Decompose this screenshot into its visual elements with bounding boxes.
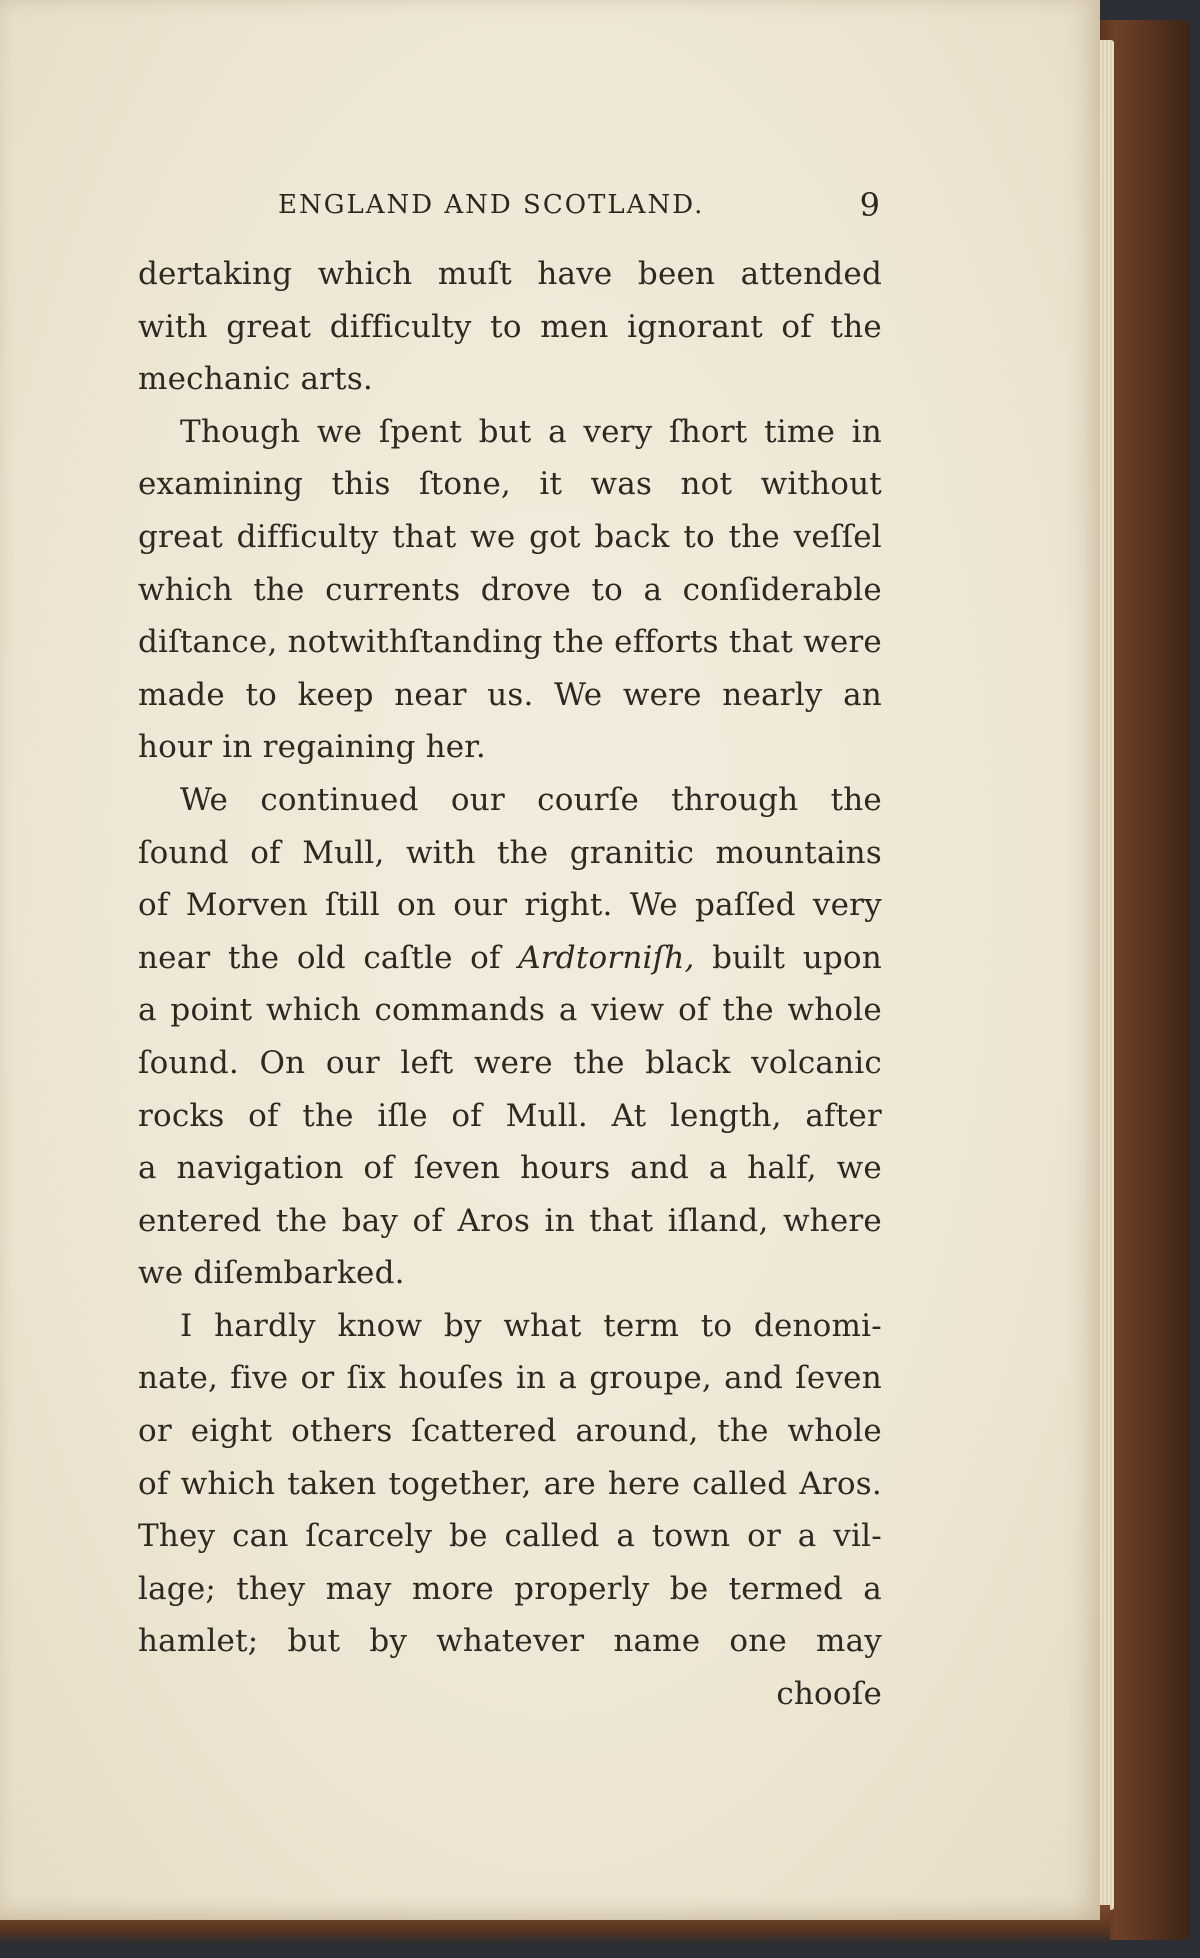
word: near — [138, 939, 211, 976]
word: ſound — [138, 834, 229, 871]
word: and — [630, 1150, 690, 1187]
word: very — [583, 413, 653, 450]
word: here — [607, 1465, 681, 1502]
word: that — [728, 624, 793, 661]
running-title: ENGLAND AND SCOTLAND. — [278, 190, 705, 220]
word: hardly — [214, 1307, 316, 1344]
word: know — [337, 1307, 423, 1344]
word: currents — [325, 571, 461, 608]
word: black — [645, 1044, 731, 1081]
word: We — [180, 781, 229, 818]
word: ſhort — [669, 413, 748, 450]
text-line — [138, 406, 882, 459]
word: diſembarked. — [193, 1255, 405, 1292]
word: after — [805, 1097, 882, 1134]
word: conſiderable — [682, 571, 882, 608]
word: entered — [138, 1202, 262, 1239]
word: arts. — [300, 361, 373, 398]
word: together, — [388, 1465, 532, 1502]
word: continued — [260, 781, 419, 818]
word: which — [266, 992, 361, 1029]
text-line — [138, 1142, 882, 1195]
word: been — [637, 256, 716, 292]
word: Aros. — [799, 1465, 882, 1502]
text-line — [138, 458, 882, 511]
word: regaining — [262, 729, 416, 766]
word: On — [259, 1044, 306, 1081]
word: lage; — [138, 1570, 217, 1607]
word: have — [537, 256, 613, 292]
word: of — [678, 992, 709, 1029]
body-text — [138, 248, 882, 1721]
word: was — [590, 466, 653, 503]
word: vil- — [833, 1518, 882, 1555]
word: in — [515, 1360, 547, 1397]
text-line — [138, 1300, 882, 1353]
word: a — [558, 1360, 578, 1397]
text-line — [138, 564, 882, 617]
word: upon — [802, 939, 882, 976]
word: the — [227, 939, 280, 976]
word: the — [275, 1202, 328, 1239]
word: We — [554, 676, 603, 713]
word: chooſe — [776, 1676, 882, 1713]
word: efforts — [614, 624, 719, 661]
word: a — [643, 571, 663, 608]
word: We — [629, 887, 678, 924]
word: At — [611, 1097, 647, 1134]
word: without — [760, 466, 882, 503]
word: got — [529, 518, 581, 555]
text-line — [138, 827, 882, 880]
word: ſtill — [325, 887, 380, 924]
word: of — [248, 1097, 279, 1134]
word: rocks — [138, 1097, 225, 1134]
word: can — [232, 1518, 289, 1555]
text-line — [138, 1458, 882, 1511]
word: by — [369, 1623, 408, 1660]
word: ſtone, — [418, 466, 511, 503]
word: through — [671, 781, 799, 818]
word: examining — [138, 466, 304, 503]
word: ſeven — [795, 1360, 882, 1397]
text-line — [138, 1510, 882, 1563]
word: drove — [480, 571, 571, 608]
word: we — [138, 1255, 184, 1292]
word: and — [724, 1360, 784, 1397]
catchword — [138, 1668, 882, 1721]
word: ſix — [346, 1360, 387, 1397]
word: the — [830, 781, 882, 818]
word: mechanic — [138, 361, 291, 398]
word: but — [287, 1623, 341, 1660]
word: her. — [425, 729, 486, 766]
text-line — [138, 301, 882, 354]
word: a — [548, 413, 567, 450]
word: back — [594, 518, 670, 555]
word: the — [830, 308, 882, 345]
word: a — [616, 1518, 636, 1555]
word: of — [250, 834, 281, 871]
word: whole — [787, 992, 882, 1029]
word: the — [302, 1097, 354, 1134]
word: where — [782, 1202, 882, 1239]
word: keep — [297, 676, 374, 713]
word: Though — [180, 413, 301, 450]
word: a — [708, 1150, 728, 1187]
word: whole — [787, 1413, 882, 1450]
word: or — [138, 1413, 172, 1450]
word: to — [700, 1307, 733, 1344]
word: this — [331, 466, 391, 503]
word: or — [747, 1518, 781, 1555]
word: of — [363, 1150, 394, 1187]
word: the — [722, 992, 774, 1029]
word: length, — [669, 1097, 782, 1134]
word: half, — [747, 1150, 817, 1187]
word: muſt — [437, 256, 512, 292]
word: built — [712, 939, 786, 976]
text-line — [138, 1090, 882, 1143]
word: eight — [190, 1413, 273, 1450]
word: volcanic — [751, 1044, 882, 1081]
word: taken — [287, 1465, 377, 1502]
word: left — [400, 1044, 454, 1081]
page-number: 9 — [859, 186, 880, 224]
word: we — [470, 518, 516, 555]
word: of — [138, 887, 169, 924]
text-line — [138, 774, 882, 827]
word: granitic — [569, 834, 695, 871]
word: of — [451, 1097, 482, 1134]
word: notwithſtanding — [287, 624, 543, 661]
word: term — [603, 1307, 680, 1344]
word: ſcarcely — [305, 1518, 433, 1555]
word: Morven — [185, 887, 308, 924]
word: but — [478, 413, 532, 450]
word: our — [453, 887, 508, 924]
word: a — [863, 1570, 882, 1607]
word: of — [781, 308, 812, 345]
word: a — [138, 992, 157, 1029]
word: to — [683, 518, 715, 555]
word: courſe — [537, 781, 639, 818]
word: in — [851, 413, 882, 450]
word: the — [717, 1413, 769, 1450]
word: nate, — [138, 1360, 219, 1397]
word: They — [138, 1518, 216, 1555]
word: that — [589, 1202, 654, 1239]
word: nearly — [722, 676, 823, 713]
word: denomi- — [753, 1307, 882, 1344]
word: in — [544, 1202, 575, 1239]
word: near — [394, 676, 467, 713]
word: mountains — [715, 834, 882, 871]
word: more — [411, 1570, 494, 1607]
word: with — [138, 308, 208, 345]
word: around, — [575, 1413, 699, 1450]
word: groupe, — [589, 1360, 712, 1397]
word: called — [504, 1518, 600, 1555]
word: ſeven — [413, 1150, 501, 1187]
word: right. — [524, 887, 613, 924]
word: which — [180, 1465, 276, 1502]
word: a — [558, 992, 578, 1029]
text-line — [138, 248, 882, 301]
word: the — [728, 518, 780, 555]
word: Mull, — [302, 834, 385, 871]
word: on — [397, 887, 437, 924]
word: bay — [341, 1202, 399, 1239]
word: very — [812, 887, 882, 924]
word: point — [170, 992, 253, 1029]
text-line — [138, 1037, 882, 1090]
word: it — [539, 466, 563, 503]
word: are — [543, 1465, 596, 1502]
word: were — [622, 676, 702, 713]
word: hour — [138, 729, 213, 766]
word: the — [496, 834, 549, 871]
word: iſle — [377, 1097, 428, 1134]
word: diſtance, — [138, 624, 278, 661]
word: town — [651, 1518, 731, 1555]
word: of — [138, 1465, 169, 1502]
text-line — [138, 1352, 882, 1405]
word: view — [591, 992, 665, 1029]
word: great — [138, 518, 223, 555]
word: may — [815, 1623, 882, 1660]
word: they — [236, 1570, 306, 1607]
word: made — [138, 676, 225, 713]
word: old — [296, 939, 346, 976]
word: in — [222, 729, 253, 766]
word: by — [443, 1307, 482, 1344]
word: termed — [728, 1570, 844, 1607]
word: paſſed — [695, 887, 796, 924]
word: of — [412, 1202, 444, 1239]
word: were — [473, 1044, 553, 1081]
word: be — [449, 1518, 488, 1555]
word: which — [317, 256, 413, 292]
word: difficulty — [329, 308, 472, 345]
text-line — [138, 1405, 882, 1458]
word: to — [245, 676, 277, 713]
word: difficulty — [236, 518, 379, 555]
word: a — [138, 1150, 157, 1187]
word: what — [503, 1307, 582, 1344]
word: dertaking — [138, 256, 293, 292]
word: caſtle — [363, 939, 453, 976]
word: ſound. — [138, 1044, 239, 1081]
word: the — [253, 571, 305, 608]
word: iſland, — [667, 1202, 769, 1239]
text-line — [138, 932, 882, 985]
word: our — [325, 1044, 380, 1081]
word: properly — [514, 1570, 650, 1607]
text-line — [138, 1615, 882, 1668]
word: one — [729, 1623, 787, 1660]
word: a — [797, 1518, 817, 1555]
word: the — [552, 624, 605, 661]
word: great — [226, 308, 312, 345]
word: us. — [487, 676, 534, 713]
word: called — [692, 1465, 788, 1502]
word: hours — [520, 1150, 611, 1187]
word: name — [613, 1623, 701, 1660]
word: that — [392, 518, 457, 555]
word: hamlet; — [138, 1623, 259, 1660]
word: or — [300, 1360, 335, 1397]
word: five — [230, 1360, 289, 1397]
word: an — [843, 676, 882, 713]
text-line — [138, 616, 882, 669]
word: time — [764, 413, 836, 450]
word: we — [316, 413, 363, 450]
text-line — [138, 511, 882, 564]
word: our — [450, 781, 505, 818]
text-line — [138, 1563, 882, 1616]
word: ignorant — [627, 308, 763, 345]
word: Mull. — [505, 1097, 588, 1134]
page-header — [140, 186, 880, 230]
word: houſes — [398, 1360, 504, 1397]
text-line — [138, 1247, 882, 1300]
word: attended — [740, 256, 882, 292]
word: ſpent — [378, 413, 462, 450]
text-line — [138, 669, 882, 722]
word: we — [836, 1150, 882, 1187]
text-line — [138, 1195, 882, 1248]
word: Aros — [457, 1202, 531, 1239]
word: to — [490, 308, 522, 345]
text-line — [138, 984, 882, 1037]
word: were — [803, 624, 882, 661]
word: with — [405, 834, 476, 871]
word: the — [573, 1044, 625, 1081]
word: navigation — [176, 1150, 344, 1187]
word: veſſel — [793, 518, 882, 555]
word: to — [591, 571, 623, 608]
word: ſcattered — [411, 1413, 557, 1450]
text-line — [138, 879, 882, 932]
word: whatever — [436, 1623, 585, 1660]
word: commands — [374, 992, 546, 1029]
word: not — [680, 466, 733, 503]
word: of — [470, 939, 501, 976]
word: Ardtorniſh, — [518, 939, 695, 976]
word: be — [669, 1570, 709, 1607]
word: I — [180, 1307, 193, 1344]
word: may — [325, 1570, 392, 1607]
text-line — [138, 721, 882, 774]
word: others — [291, 1413, 393, 1450]
word: which — [138, 571, 233, 608]
word: men — [540, 308, 609, 345]
text-line — [138, 353, 882, 406]
